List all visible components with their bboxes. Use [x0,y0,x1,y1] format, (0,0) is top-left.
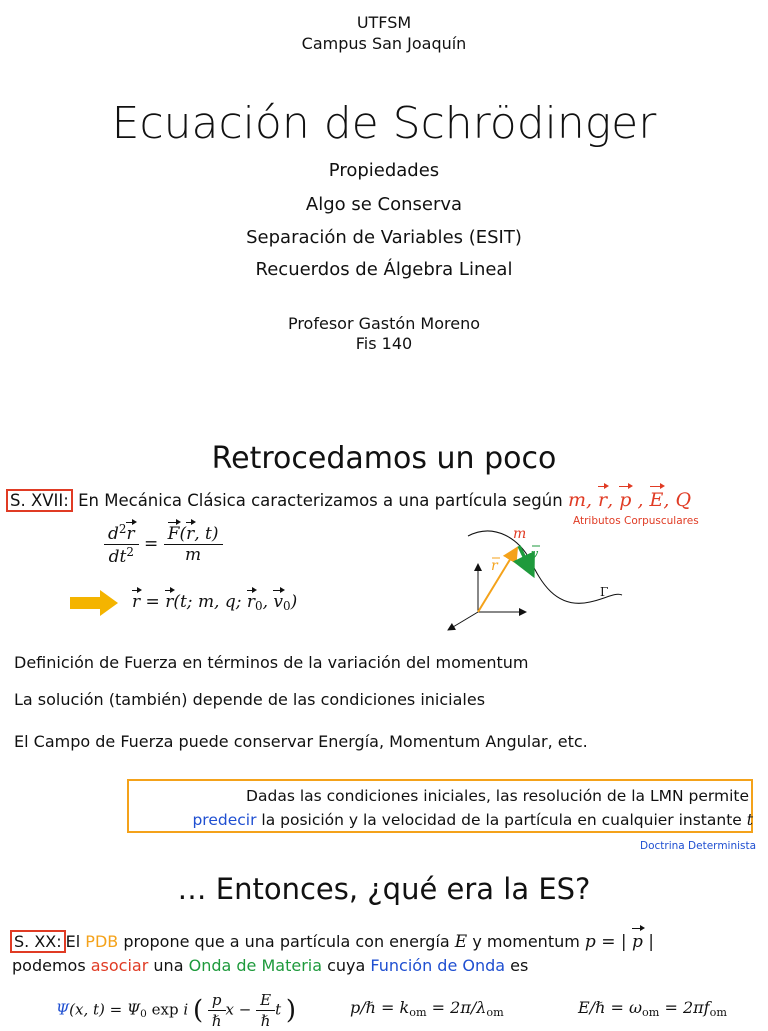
position-label: r [491,558,498,574]
topic-1: Propiedades [328,160,440,181]
section2-heading: … Entonces, ¿qué era la ES? [177,872,591,906]
determinism-box [127,779,753,833]
section2-line-1 [10,930,654,954]
newton-equation: $\frac{d^2r}{dt^2}$ = $\frac{F(r, t)}{m}$ [104,522,223,567]
solution-equation: r = r(t; m, q; $r_0$, $v_0$) [132,592,298,613]
section1-heading: Retrocedamos un poco [211,441,557,476]
topic-4: Recuerdos de Álgebra Lineal [255,259,513,280]
course: Fis 140 [355,334,413,353]
text-es: es [510,956,529,975]
mass-label: m [513,526,527,542]
wave-function-term: Función de Onda [370,956,506,975]
time-symbol: t [746,811,753,829]
pdb-term: PDB [85,932,119,951]
predict-word: predecir [192,811,257,829]
intro-text: En Mecánica Clásica caracterizamos a una partícula según [78,491,563,510]
wave-function-equation: Ψ(x, $t) = \Psi_0$ exp i ( $\frac{p}{\text{ℏ}}$ x − $\frac{E}{\text{ℏ}}$ t ) [56,991,297,1030]
bullet-3: El Campo de Fuerza puede conservar Energía, Momentum Angular, etc. [14,732,588,751]
professor: Profesor Gastón Moreno [287,314,481,333]
text-podemos: podemos [12,956,86,975]
era-label-xx: S. XX: [10,930,66,953]
velocity-label: v [531,547,539,562]
bullet-2: La solución (también) depende de las condiciones iniciales [14,690,486,709]
section1-intro [6,488,691,513]
text-el: El [65,932,81,951]
determinism-note: Doctrina Determinista [640,840,757,852]
box-line-2 [192,809,753,831]
implication-arrow-icon [70,588,120,618]
campus: Campus San Joaquín [301,34,467,53]
momentum-expression: p = | p | [584,932,655,952]
asociar-term: asociar [90,956,149,975]
section2-line-2 [12,954,528,978]
energy-symbol: E [454,932,468,952]
topic-3: Separación de Variables (ESIT) [246,227,522,248]
text-una: una [153,956,184,975]
box-line-2-text: la posición y la velocidad de la partícula en cualquier instante [261,811,742,829]
planck-energy: E/ℏ = $\omega_{om} = 2\pi f_{om}$ [578,998,727,1019]
text-cuya: cuya [327,956,366,975]
page-title: Ecuación de Schrödinger [111,98,657,149]
bullet-1: Definición de Fuerza en términos de la variación del momentum [14,653,529,672]
text-propone: propone que a una partícula con energía [123,932,450,951]
institution: UTFSM [356,13,412,32]
topic-2: Algo se Conserva [305,194,463,215]
box-line-1: Dadas las condiciones iniciales, las resolución de la LMN permite [246,787,749,805]
de-broglie-momentum: p/ℏ = $k_{om} = 2\pi/\lambda_{om}$ [350,998,504,1019]
attributes-note: Atributos Corpusculares [573,515,699,527]
matter-wave-term: Onda de Materia [188,956,323,975]
x-axis [448,612,478,630]
era-label-xvii: S. XVII: [6,489,73,512]
particle-attributes: m, r, p , E, Q [567,489,692,511]
text-momentum: y momentum [472,932,580,951]
trajectory-label: Γ [600,585,609,599]
trajectory-diagram [440,520,640,635]
